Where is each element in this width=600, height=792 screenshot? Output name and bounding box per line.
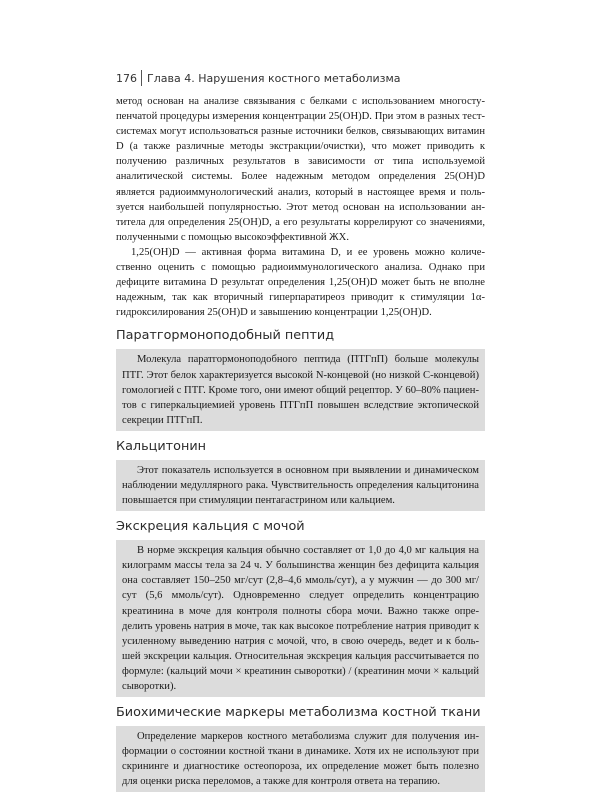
section-box-calcitonin [116, 460, 485, 511]
chapter-title: Глава 4. Нарушения костного метаболизма [147, 71, 401, 85]
relative-excretion-formula: (кальций мочи × креатинин сыворотки) / (креатинин мочи × кальций сыворотки). [122, 665, 479, 692]
page-number: 176 [116, 71, 137, 85]
urinary-calcium-text: В норме экскреция кальция обычно составляет от 1,0 до 4,0 мг кальция на килограмм массы тела за 24 ч. У большинства женщин без дефицита кальция она составляет 150–250 мг/сут (2,8–4,6 ммоль/сут), а у мужчин — до 300 мг/сут (5,6 ммоль/сут). Одновременно следует определить концентрацию креатинина в моче для контроля полноты сбора мочи. Важно также определить уровень натрия в моче, так как высокое потребление натрия приводит к усиленному выведению натрия с мочой, что, в свою очередь, ведет и к большей экскреции кальция. Относительная экскреция кальция рассчитывается по формуле: [122, 545, 479, 677]
section-text-calcitonin: Этот показатель используется в основном при выявлении и динамическом наблюдении медуллярного рака. Чувствительность определения кальцитонина повышается при стимуляции пентагастрином или кальцием. [122, 464, 479, 507]
section-text-pthrp: Молекула паратгормоноподобного пептида (ПТГпП) больше молекулы ПТГ. Этот белок характеризуется высокой N-концевой (но низкой С-концевой) гомологией с ПТГ. Кроме того, они имеют общий рецептор. У 60–80% пациентов с гиперкальциемией уровень ПТГпП повышен вследствие эктопической секреции ПТГпП. [122, 354, 479, 426]
section-heading-bone-markers: Биохимические маркеры метаболизма костной ткани [116, 705, 481, 721]
section-box-urinary-calcium [116, 540, 485, 697]
section-text-bone-markers: Определение маркеров костного метаболизма служит для получения информации о состоянии костной ткани в динамике. Хотя их не используют при скрининге и диагностике остеопороза, их определение может быть полезно для оценки риска переломов, а также для контроля ответа на терапию. [122, 731, 479, 788]
section-box-pthrp [116, 349, 485, 430]
section-heading-pthrp: Паратгормоноподобный пептид [116, 328, 335, 344]
paragraph-125ohd: 1,25(OH)D — активная форма витамина D, и ее уровень можно количественно оценить с помощью радиоиммунологического анализа. Однако при дефиците витамина D результат определения 1,25(OH)D может быть не вполне надежным, так как вторичный гиперпаратиреоз приводит к стимуляции 1α-гидроксилирования 25(OH)D и завышению концентрации 1,25(OH)D. [116, 246, 485, 319]
page-body [116, 94, 485, 792]
header-divider [141, 70, 142, 86]
running-header [116, 68, 488, 88]
paragraph-vitamin-d-method: метод основан на анализе связывания с белками с использованием многоступенчатой процедуры измерения концентрации 25(OH)D. При этом в разных тест-системах могут использоваться разные источники белков, связывающих витамин D (а также различные методы экстракции/очистки), что может приводить к получению различных результатов в зависимости от типа используемой аналитической системы. Более надежным методом определения 25(OH)D является радиоиммунологический анализ, который в настоящее время и пользуется наибольшей популярностью. Этот метод основан на использовании антитела для определения 25(OH)D, а его результаты коррелируют со значениями, полученными с помощью высокоэффективной ЖХ. [116, 96, 485, 243]
section-heading-urinary-calcium: Экскреция кальция с мочой [116, 519, 305, 535]
section-text-urinary-calcium [122, 543, 479, 694]
section-box-bone-markers [116, 726, 485, 792]
section-heading-calcitonin: Кальцитонин [116, 438, 207, 454]
